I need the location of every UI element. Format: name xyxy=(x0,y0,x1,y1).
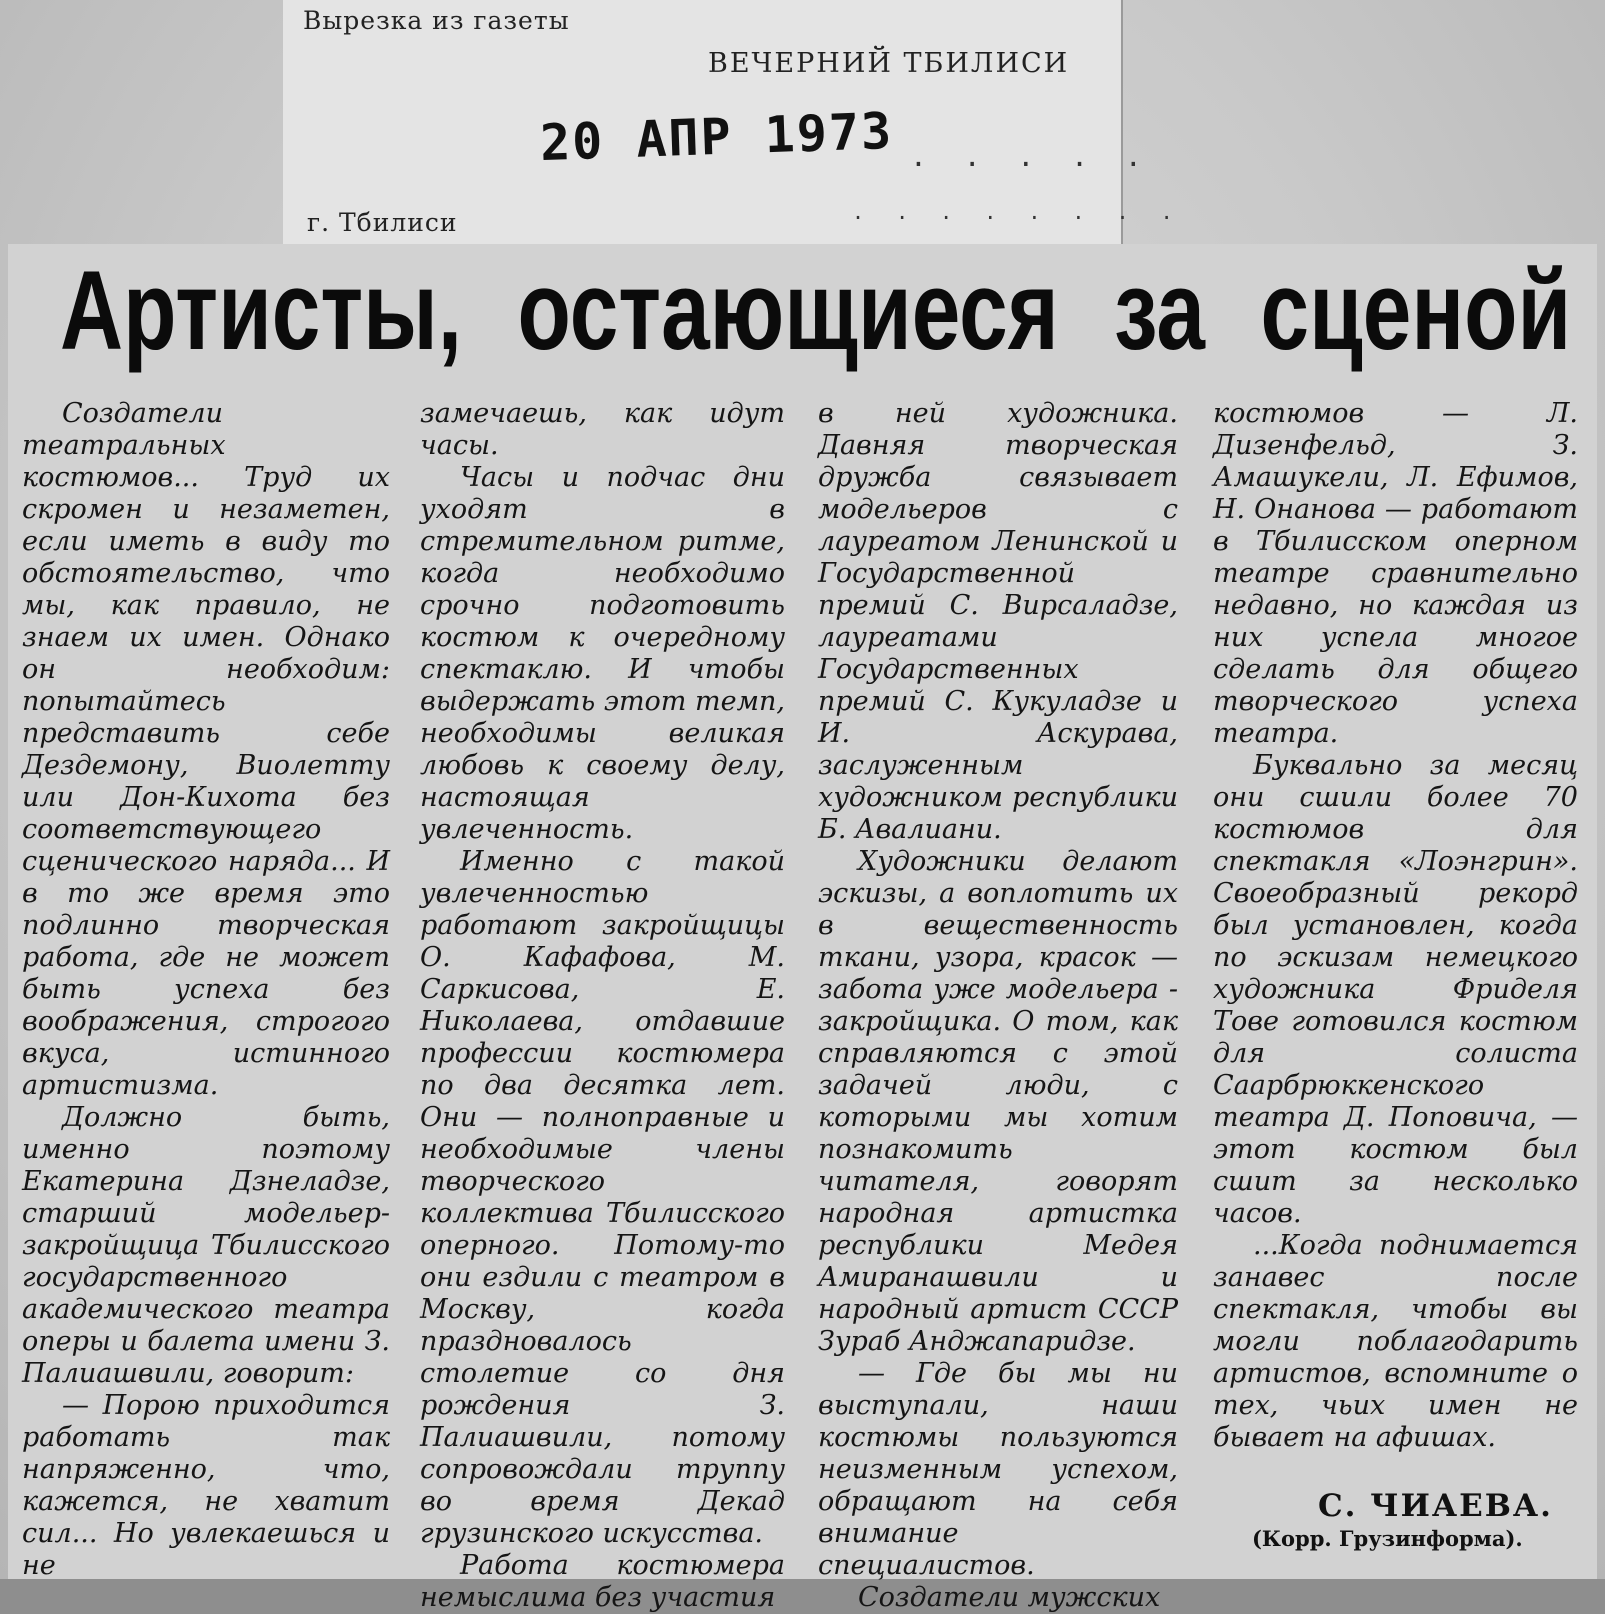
paragraph: Должно быть, именно поэтому Екатерина Дзнеладзе, старший модельер-закройщица Тбилисского государственного академического театра оперы и балета имени З. Палиашвили, говорит: xyxy=(22,1102,390,1389)
article-column-1 xyxy=(22,398,390,1582)
newspaper-name: ВЕЧЕРНИЙ ТБИЛИСИ xyxy=(708,48,1070,79)
paragraph: Создатели театральных костюмов... Труд их скромен и незаметен, если иметь в виду то обстоятельство, что мы, как правило, не знаем их имен. Однако он необходим: попытайтесь представить себе Дездемону, Виолетту или Дон-Кихота без соответствующего сценического наряда... И в то же время это подлинно творческая работа, где не может быть успеха без воображения, строгого вкуса, истинного артистизма. xyxy=(22,398,390,1101)
author-signature: С. ЧИАЕВА. xyxy=(1318,1488,1553,1524)
paragraph: Работа костюмера немыслима без участия xyxy=(420,1550,785,1613)
paragraph: Буквально за месяц они сшили более 70 костюмов для спектакля «Лоэнгрин». Своеобразный рекорд был установлен, когда по эскизам немецкого художника Фриделя Тове готовился костюм для солиста Саарбрюккенского театра Д. Поповича, — этот костюм был сшит за несколько часов. xyxy=(1213,750,1578,1229)
article-column-2 xyxy=(420,398,785,1614)
city-label: г. Тбилиси xyxy=(307,208,458,237)
paragraph: Создатели мужских xyxy=(858,1582,1161,1613)
paragraph: костюмов — Л. Дизенфельд, З. Амашукели, Л. Ефимов, Н. Онанова — работают в Тбилисском оперном театре сравнительно недавно, но каждая из них успела многое сделать для общего творческого успеха театра. xyxy=(1213,398,1578,749)
article-column-3 xyxy=(818,398,1178,1614)
city-dots: . . . . . . . . xyxy=(852,200,1183,224)
paragraph: — Где бы мы ни выступали, наши костюмы пользуются неизменным успехом, обращают на себя внимание специалистов. xyxy=(818,1358,1178,1581)
paragraph: — Порою приходится работать так напряженно, что, кажется, не хватит сил... Но увлекаешься и не xyxy=(22,1390,390,1581)
paragraph: Часы и подчас дни уходят в стремительном ритме, когда необходимо срочно подготовить костюм к очередному спектаклю. И чтобы выдержать этот темп, необходимы великая любовь к своему делу, настоящая увлеченность. xyxy=(420,462,785,845)
paragraph: Именно с такой увлеченностью работают закройщицы О. Кафафова, М. Саркисова, Е. Николаева, отдавшие профессии костюмера по два десятка лет. Они — полноправные и необходимые члены творческого коллектива Тбилисского оперного. Потому-то они ездили с театром в Москву, когда праздновалось столетие со дня рождения З. Палиашвили, потому сопровождали труппу во время Декад грузинского искусства. xyxy=(420,846,785,1549)
date-dots: . . . . . xyxy=(910,140,1152,173)
paragraph: ...Когда поднимается занавес после спектакля, чтобы вы могли поблагодарить артистов, вспомните о тех, чьих имен не бывает на афишах. xyxy=(1213,1230,1578,1453)
paragraph: Художники делают эскизы, а воплотить их в вещественность ткани, узора, красок — забота уже модельера - закройщика. О том, как справляются с этой задачей люди, с которыми мы хотим познакомить читателя, говорят народная артистка республики Медея Амиранашвили и народный артист СССР Зураб Анджапаридзе. xyxy=(818,846,1178,1357)
article-column-4 xyxy=(1213,398,1578,1454)
paragraph: в ней художника. Давняя творческая дружба связывает модельеров с лауреатом Ленинской и Государственной премий С. Вирсаладзе, лауреатами Государственных премий С. Кукуладзе и И. Аскурава, заслуженным художником республики Б. Авалиани. xyxy=(818,398,1178,845)
article-headline: Артисты, остающиеся за сценой xyxy=(60,248,1572,373)
agency-credit: (Корр. Грузинформа). xyxy=(1252,1526,1523,1551)
clipping-label: Вырезка из газеты xyxy=(303,6,570,35)
paragraph: замечаешь, как идут часы. xyxy=(420,398,785,461)
date-stamp: 20 АПР 1973 xyxy=(539,101,895,173)
